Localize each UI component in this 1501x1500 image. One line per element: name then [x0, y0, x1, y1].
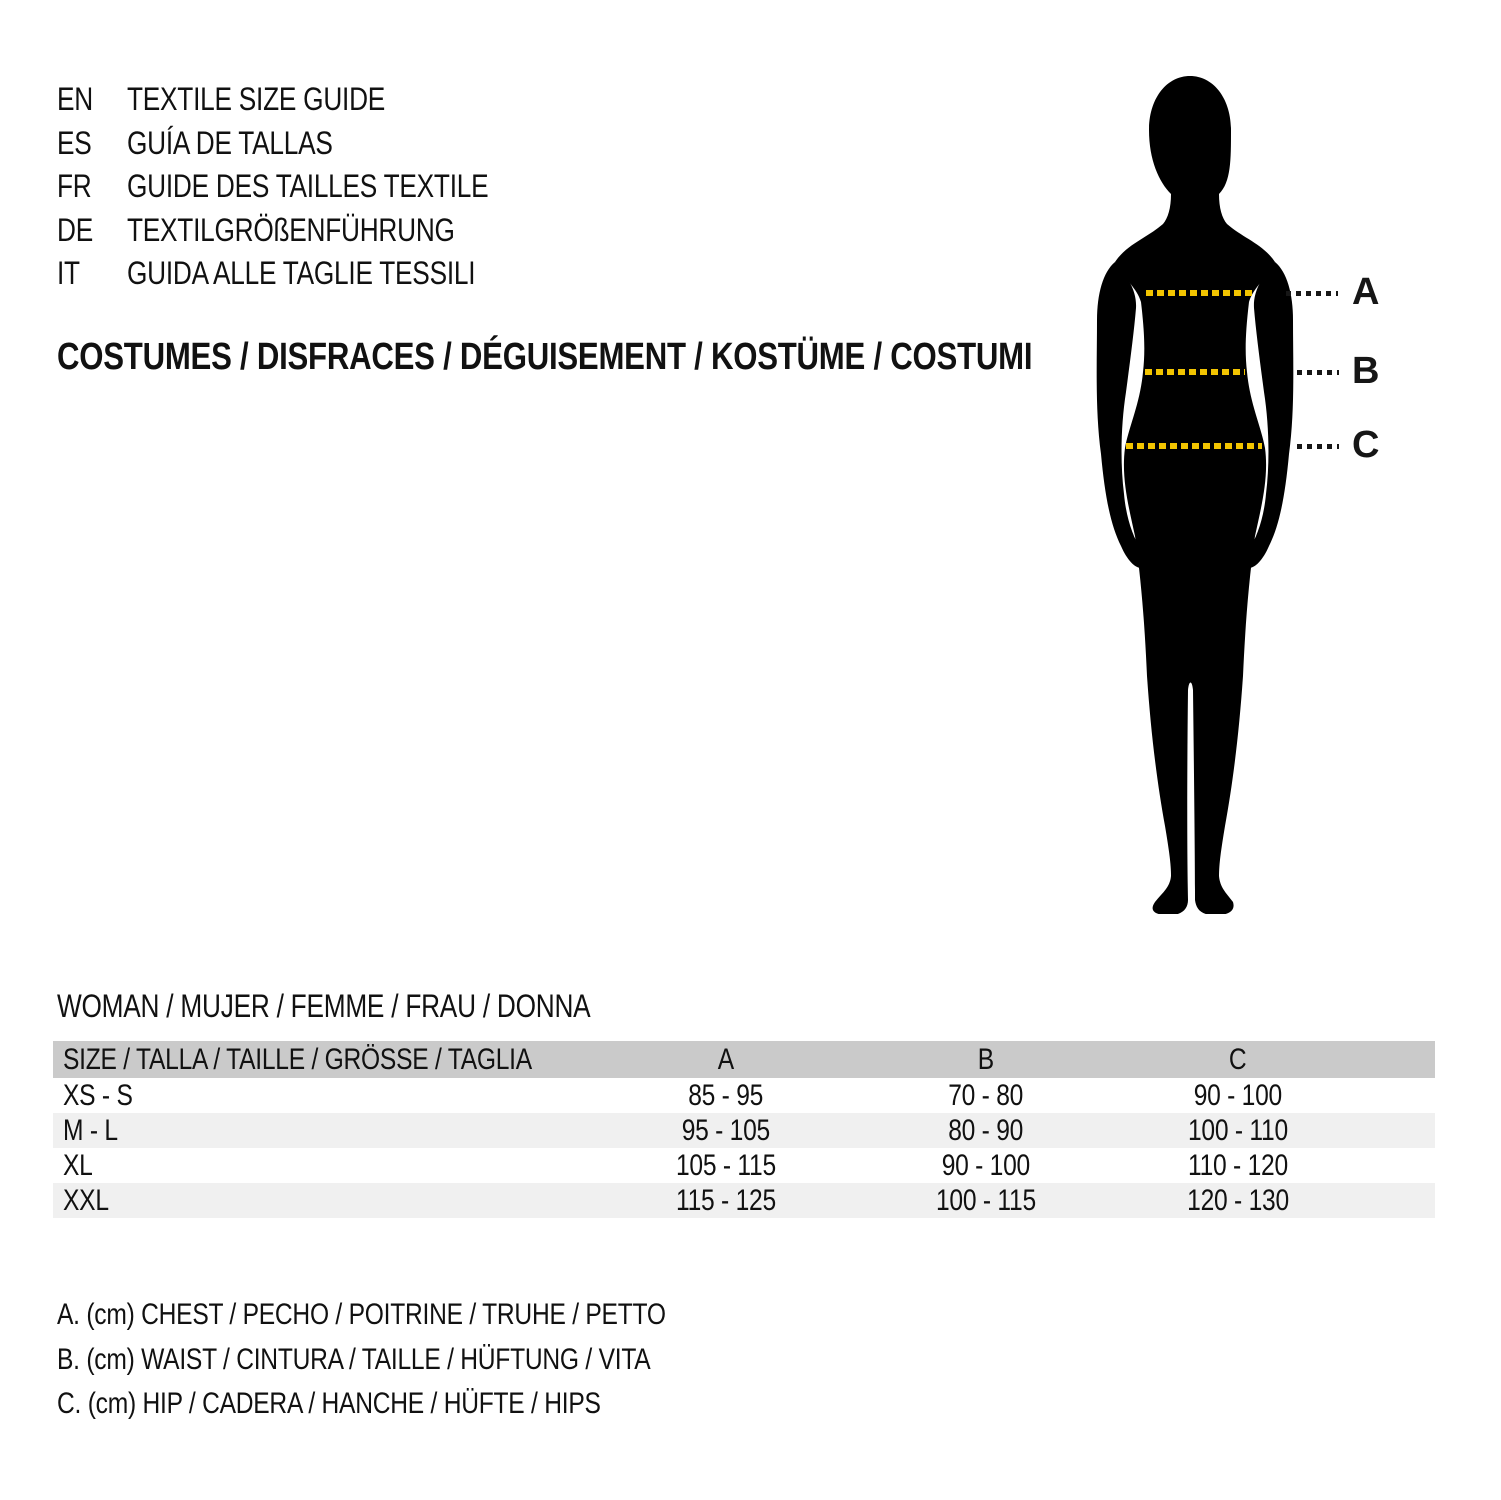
legend-chest: A. (cm) CHEST / PECHO / POITRINE / TRUHE / PETTO: [57, 1298, 666, 1332]
hip-leader-line: [1297, 444, 1339, 449]
hip-range: 100 - 110: [1188, 1113, 1288, 1147]
waist-leader-line: [1297, 370, 1339, 375]
legend-hip: C. (cm) HIP / CADERA / HANCHE / HÜFTE / HIPS: [57, 1387, 601, 1421]
size-value: XL: [63, 1148, 93, 1182]
waist-range: 70 - 80: [948, 1078, 1024, 1112]
language-code: EN: [57, 81, 93, 118]
language-title: TEXTILE SIZE GUIDE: [127, 81, 386, 118]
language-code: ES: [57, 124, 92, 161]
size-table: [53, 1041, 1435, 1218]
language-row-en: [57, 78, 568, 122]
legend-waist: B. (cm) WAIST / CINTURA / TAILLE / HÜFTUNG / VITA: [57, 1342, 651, 1376]
column-header-a: A: [717, 1042, 735, 1076]
size-column-header: SIZE / TALLA / TAILLE / GRÖSSE / TAGLIA: [63, 1042, 532, 1076]
measurement-legend: [57, 1293, 799, 1427]
chest-range: 85 - 95: [688, 1078, 764, 1112]
language-title-list: [57, 78, 568, 296]
hip-label: C: [1352, 424, 1380, 466]
table-row-xs-s: [53, 1078, 1435, 1113]
silhouette-body-shape: [1115, 76, 1275, 914]
chest-range: 105 - 115: [676, 1148, 776, 1182]
waist-range: 90 - 100: [941, 1148, 1031, 1182]
section-title-woman: WOMAN / MUJER / FEMME / FRAU / DONNA: [57, 988, 591, 1024]
column-header-b: B: [977, 1042, 995, 1076]
language-code: DE: [57, 211, 93, 248]
language-title: TEXTILGRÖßENFÜHRUNG: [127, 211, 455, 248]
chest-label: A: [1352, 271, 1380, 313]
size-table-header-row: [53, 1041, 1435, 1078]
table-row-xl: [53, 1148, 1435, 1183]
waist-range: 80 - 90: [948, 1113, 1024, 1147]
size-value: XS - S: [63, 1078, 133, 1112]
language-row-es: [57, 122, 568, 166]
woman-silhouette-image: [1085, 74, 1305, 914]
language-row-de: [57, 209, 568, 253]
language-title: GUIDA ALLE TAGLIE TESSILI: [127, 255, 476, 292]
hip-range: 90 - 100: [1193, 1078, 1283, 1112]
language-title: GUIDE DES TAILLES TEXTILE: [127, 168, 489, 205]
waist-label: B: [1352, 350, 1380, 392]
hip-range: 110 - 120: [1188, 1148, 1288, 1182]
chest-range: 95 - 105: [681, 1113, 771, 1147]
table-row-xxl: [53, 1183, 1435, 1218]
language-row-fr: [57, 165, 568, 209]
waist-range: 100 - 115: [936, 1183, 1036, 1217]
category-title: COSTUMES / DISFRACES / DÉGUISEMENT / KOSTÜME / COSTUMI: [57, 336, 1033, 378]
waist-dash-line: [1145, 369, 1245, 375]
chest-range: 115 - 125: [676, 1183, 776, 1217]
table-row-m-l: [53, 1113, 1435, 1148]
column-header-c: C: [1229, 1042, 1247, 1076]
hip-range: 120 - 130: [1187, 1183, 1289, 1217]
language-title: GUÍA DE TALLAS: [127, 124, 333, 161]
chest-dash-line: [1146, 290, 1254, 296]
hip-dash-line: [1126, 443, 1262, 449]
size-value: XXL: [63, 1183, 109, 1217]
language-code: FR: [57, 168, 92, 205]
language-row-it: [57, 252, 568, 296]
language-code: IT: [57, 255, 80, 292]
size-value: M - L: [63, 1113, 118, 1147]
chest-leader-line: [1286, 291, 1338, 296]
